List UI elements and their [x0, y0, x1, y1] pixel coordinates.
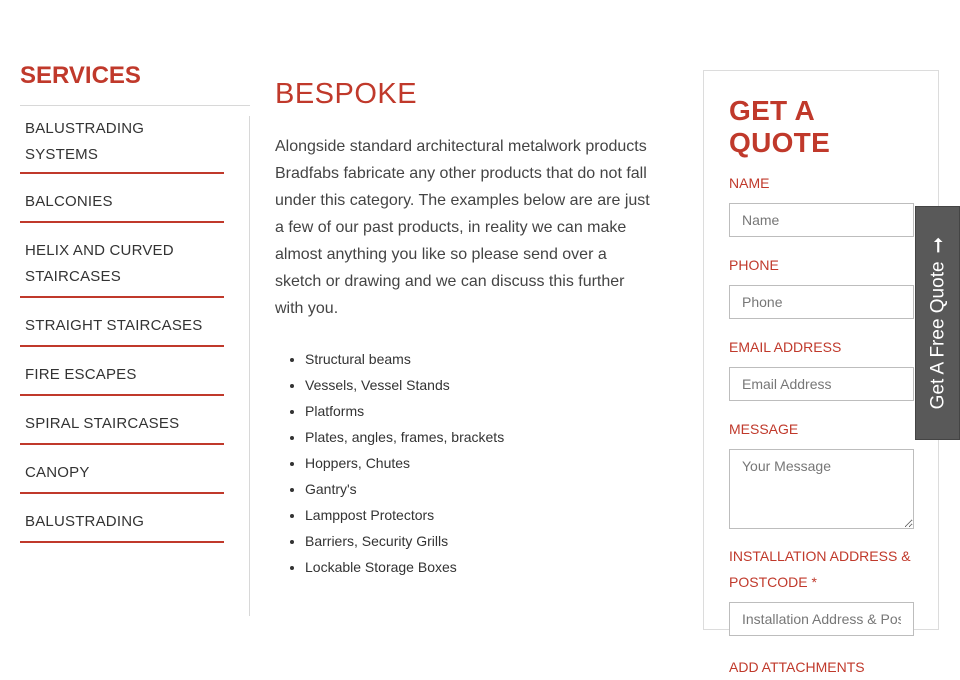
- attachments-label: ADD ATTACHMENTS: [729, 659, 865, 675]
- list-item: • Lockable Storage Boxes: [305, 554, 655, 580]
- name-input[interactable]: [729, 203, 914, 237]
- sidebar-item-fire-escapes[interactable]: FIRE ESCAPES: [20, 352, 224, 396]
- quote-form: [703, 70, 939, 675]
- sidebar-list: [20, 106, 250, 543]
- arrow-right-icon: ➞: [927, 236, 949, 254]
- products-list: [275, 346, 655, 580]
- sidebar-item-balustrading[interactable]: BALUSTRADING: [20, 499, 224, 543]
- phone-label: PHONE: [729, 257, 779, 273]
- name-label: NAME: [729, 175, 770, 191]
- sidebar-item-helix-curved-staircases[interactable]: HELIX AND CURVED STAIRCASES: [20, 228, 224, 298]
- address-input[interactable]: [729, 602, 914, 636]
- page-title: BESPOKE: [275, 78, 418, 110]
- list-item: • Structural beams: [305, 346, 655, 372]
- list-item: • Vessels, Vessel Stands: [305, 372, 655, 398]
- main-content: [275, 78, 655, 580]
- list-item: • Platforms: [305, 398, 655, 424]
- address-label: INSTALLATION ADDRESS & POSTCODE *: [729, 548, 911, 590]
- quote-title: GET A QUOTE: [729, 95, 831, 158]
- email-label: EMAIL ADDRESS: [729, 339, 842, 355]
- list-item: • Gantry's: [305, 476, 655, 502]
- message-textarea[interactable]: [729, 449, 914, 529]
- sidebar-title: SERVICES: [20, 62, 250, 106]
- sidebar-divider: [249, 116, 250, 616]
- sidebar-item-spiral-staircases[interactable]: SPIRAL STAIRCASES: [20, 401, 224, 445]
- list-item: • Lamppost Protectors: [305, 502, 655, 528]
- services-sidebar: [20, 62, 250, 548]
- sidebar-item-balustrading-systems[interactable]: BALUSTRADING SYSTEMS: [20, 106, 224, 174]
- sidebar-item-straight-staircases[interactable]: STRAIGHT STAIRCASES: [20, 303, 224, 347]
- message-label: MESSAGE: [729, 421, 799, 437]
- phone-input[interactable]: [729, 285, 914, 319]
- sidebar-item-canopy[interactable]: CANOPY: [20, 450, 224, 494]
- free-quote-tab-label: Get A Free Quote: [926, 261, 948, 410]
- list-item: • Plates, angles, frames, brackets: [305, 424, 655, 450]
- free-quote-tab[interactable]: [915, 206, 960, 440]
- intro-paragraph: Alongside standard architectural metalwork products Bradfabs fabricate any other products that do not fall under this category. The examples below are are just a few of our past products, in reality we can make almost anything you like so please send over a sketch or drawing and we can discuss this further with you.: [275, 138, 650, 317]
- email-input[interactable]: [729, 367, 914, 401]
- list-item: • Barriers, Security Grills: [305, 528, 655, 554]
- list-item: • Hoppers, Chutes: [305, 450, 655, 476]
- sidebar-item-balconies[interactable]: BALCONIES: [20, 179, 224, 223]
- free-quote-tab-content: [925, 237, 950, 410]
